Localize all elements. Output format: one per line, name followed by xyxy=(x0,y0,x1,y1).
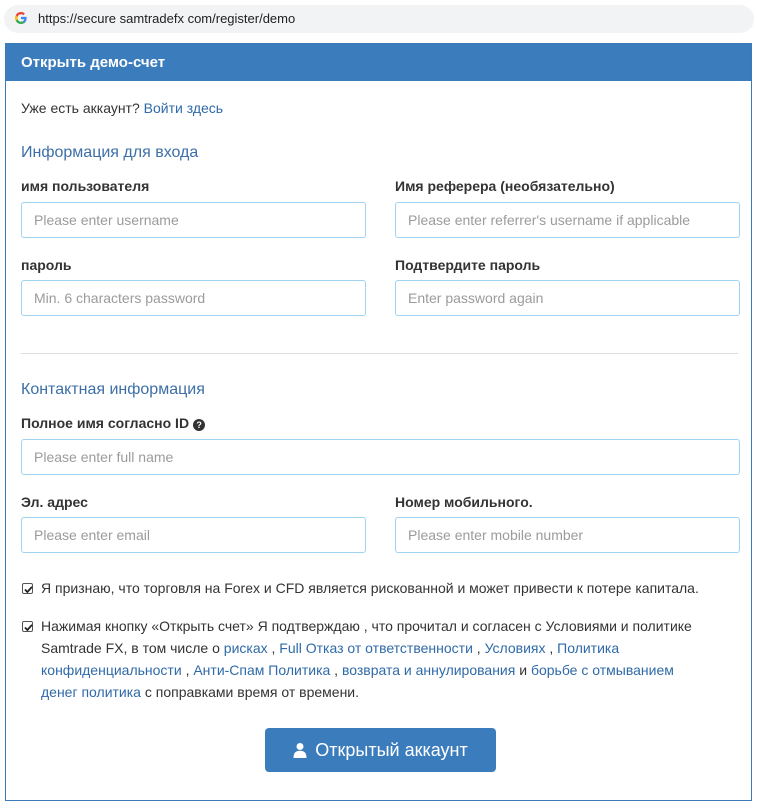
section-divider xyxy=(21,353,738,354)
referrer-input[interactable] xyxy=(395,202,740,238)
check-icon xyxy=(23,584,34,595)
link-aml-part2[interactable]: денег политика xyxy=(41,684,141,700)
separator: , xyxy=(476,640,481,656)
terms-checkbox[interactable] xyxy=(22,621,33,632)
terms-line2-prefix: Samtrade FX, в том числе о xyxy=(41,640,220,656)
contact-section-title: Контактная информация xyxy=(21,381,205,398)
link-privacy-part1[interactable]: Политика xyxy=(557,640,620,656)
separator: , xyxy=(271,640,276,656)
question-circle-icon[interactable]: ? xyxy=(193,419,205,431)
link-aml-part1[interactable]: борьбе с отмыванием xyxy=(530,662,674,678)
risk-text: Я признаю, что торговля на Forex и CFD является рискованной и может привести к потере капитала. xyxy=(41,580,699,596)
confirm-password-label: Подтвердите пароль xyxy=(395,257,541,273)
separator: , xyxy=(549,640,554,656)
login-prompt xyxy=(21,100,223,116)
terms-text xyxy=(41,615,746,703)
login-prompt-text: Уже есть аккаунт? xyxy=(21,100,140,116)
link-conditions[interactable]: Условиях xyxy=(484,640,546,656)
url-text[interactable]: https://secure samtradefx com/register/demo xyxy=(38,11,296,26)
fullname-label: Полное имя согласно ID xyxy=(21,415,190,431)
confirm-password-input[interactable] xyxy=(395,280,740,316)
username-input[interactable] xyxy=(21,202,366,238)
separator: , xyxy=(334,662,339,678)
username-label: имя пользователя xyxy=(21,178,150,194)
email-input[interactable] xyxy=(21,517,366,553)
login-link[interactable]: Войти здесь xyxy=(143,100,224,116)
referrer-label: Имя реферера (необязательно) xyxy=(395,178,615,194)
browser-address-bar xyxy=(0,0,757,40)
fullname-input[interactable] xyxy=(21,439,740,475)
link-antispam[interactable]: Анти-Спам Политика xyxy=(193,662,331,678)
conjunction: и xyxy=(519,662,528,678)
password-input[interactable] xyxy=(21,280,366,316)
check-icon xyxy=(23,622,34,633)
fullname-label-row xyxy=(21,415,205,431)
separator: , xyxy=(185,662,190,678)
email-label: Эл. адрес xyxy=(21,494,88,510)
terms-suffix: с поправками время от времени. xyxy=(144,684,360,700)
link-risks[interactable]: рисках xyxy=(223,640,268,656)
user-icon xyxy=(293,730,307,774)
terms-line1: Нажимая кнопку «Открыть счет» Я подтверждаю , что прочитал и согласен с Условиями и политике xyxy=(41,618,692,634)
link-disclaimer[interactable]: Full Отказ от ответственности xyxy=(279,640,473,656)
register-panel xyxy=(5,43,752,801)
link-privacy-part2[interactable]: конфиденциальности xyxy=(41,662,182,678)
mobile-input[interactable] xyxy=(395,517,740,553)
login-section-title: Информация для входа xyxy=(21,144,199,161)
open-account-button[interactable] xyxy=(265,728,496,772)
google-icon xyxy=(14,11,28,25)
open-account-label: Открытый аккаунт xyxy=(315,740,468,760)
panel-title: Открыть демо-счет xyxy=(6,44,751,81)
link-refund[interactable]: возврата и аннулирования xyxy=(341,662,516,678)
mobile-label: Номер мобильного. xyxy=(395,494,533,510)
password-label: пароль xyxy=(21,257,72,273)
risk-checkbox[interactable] xyxy=(22,583,33,594)
